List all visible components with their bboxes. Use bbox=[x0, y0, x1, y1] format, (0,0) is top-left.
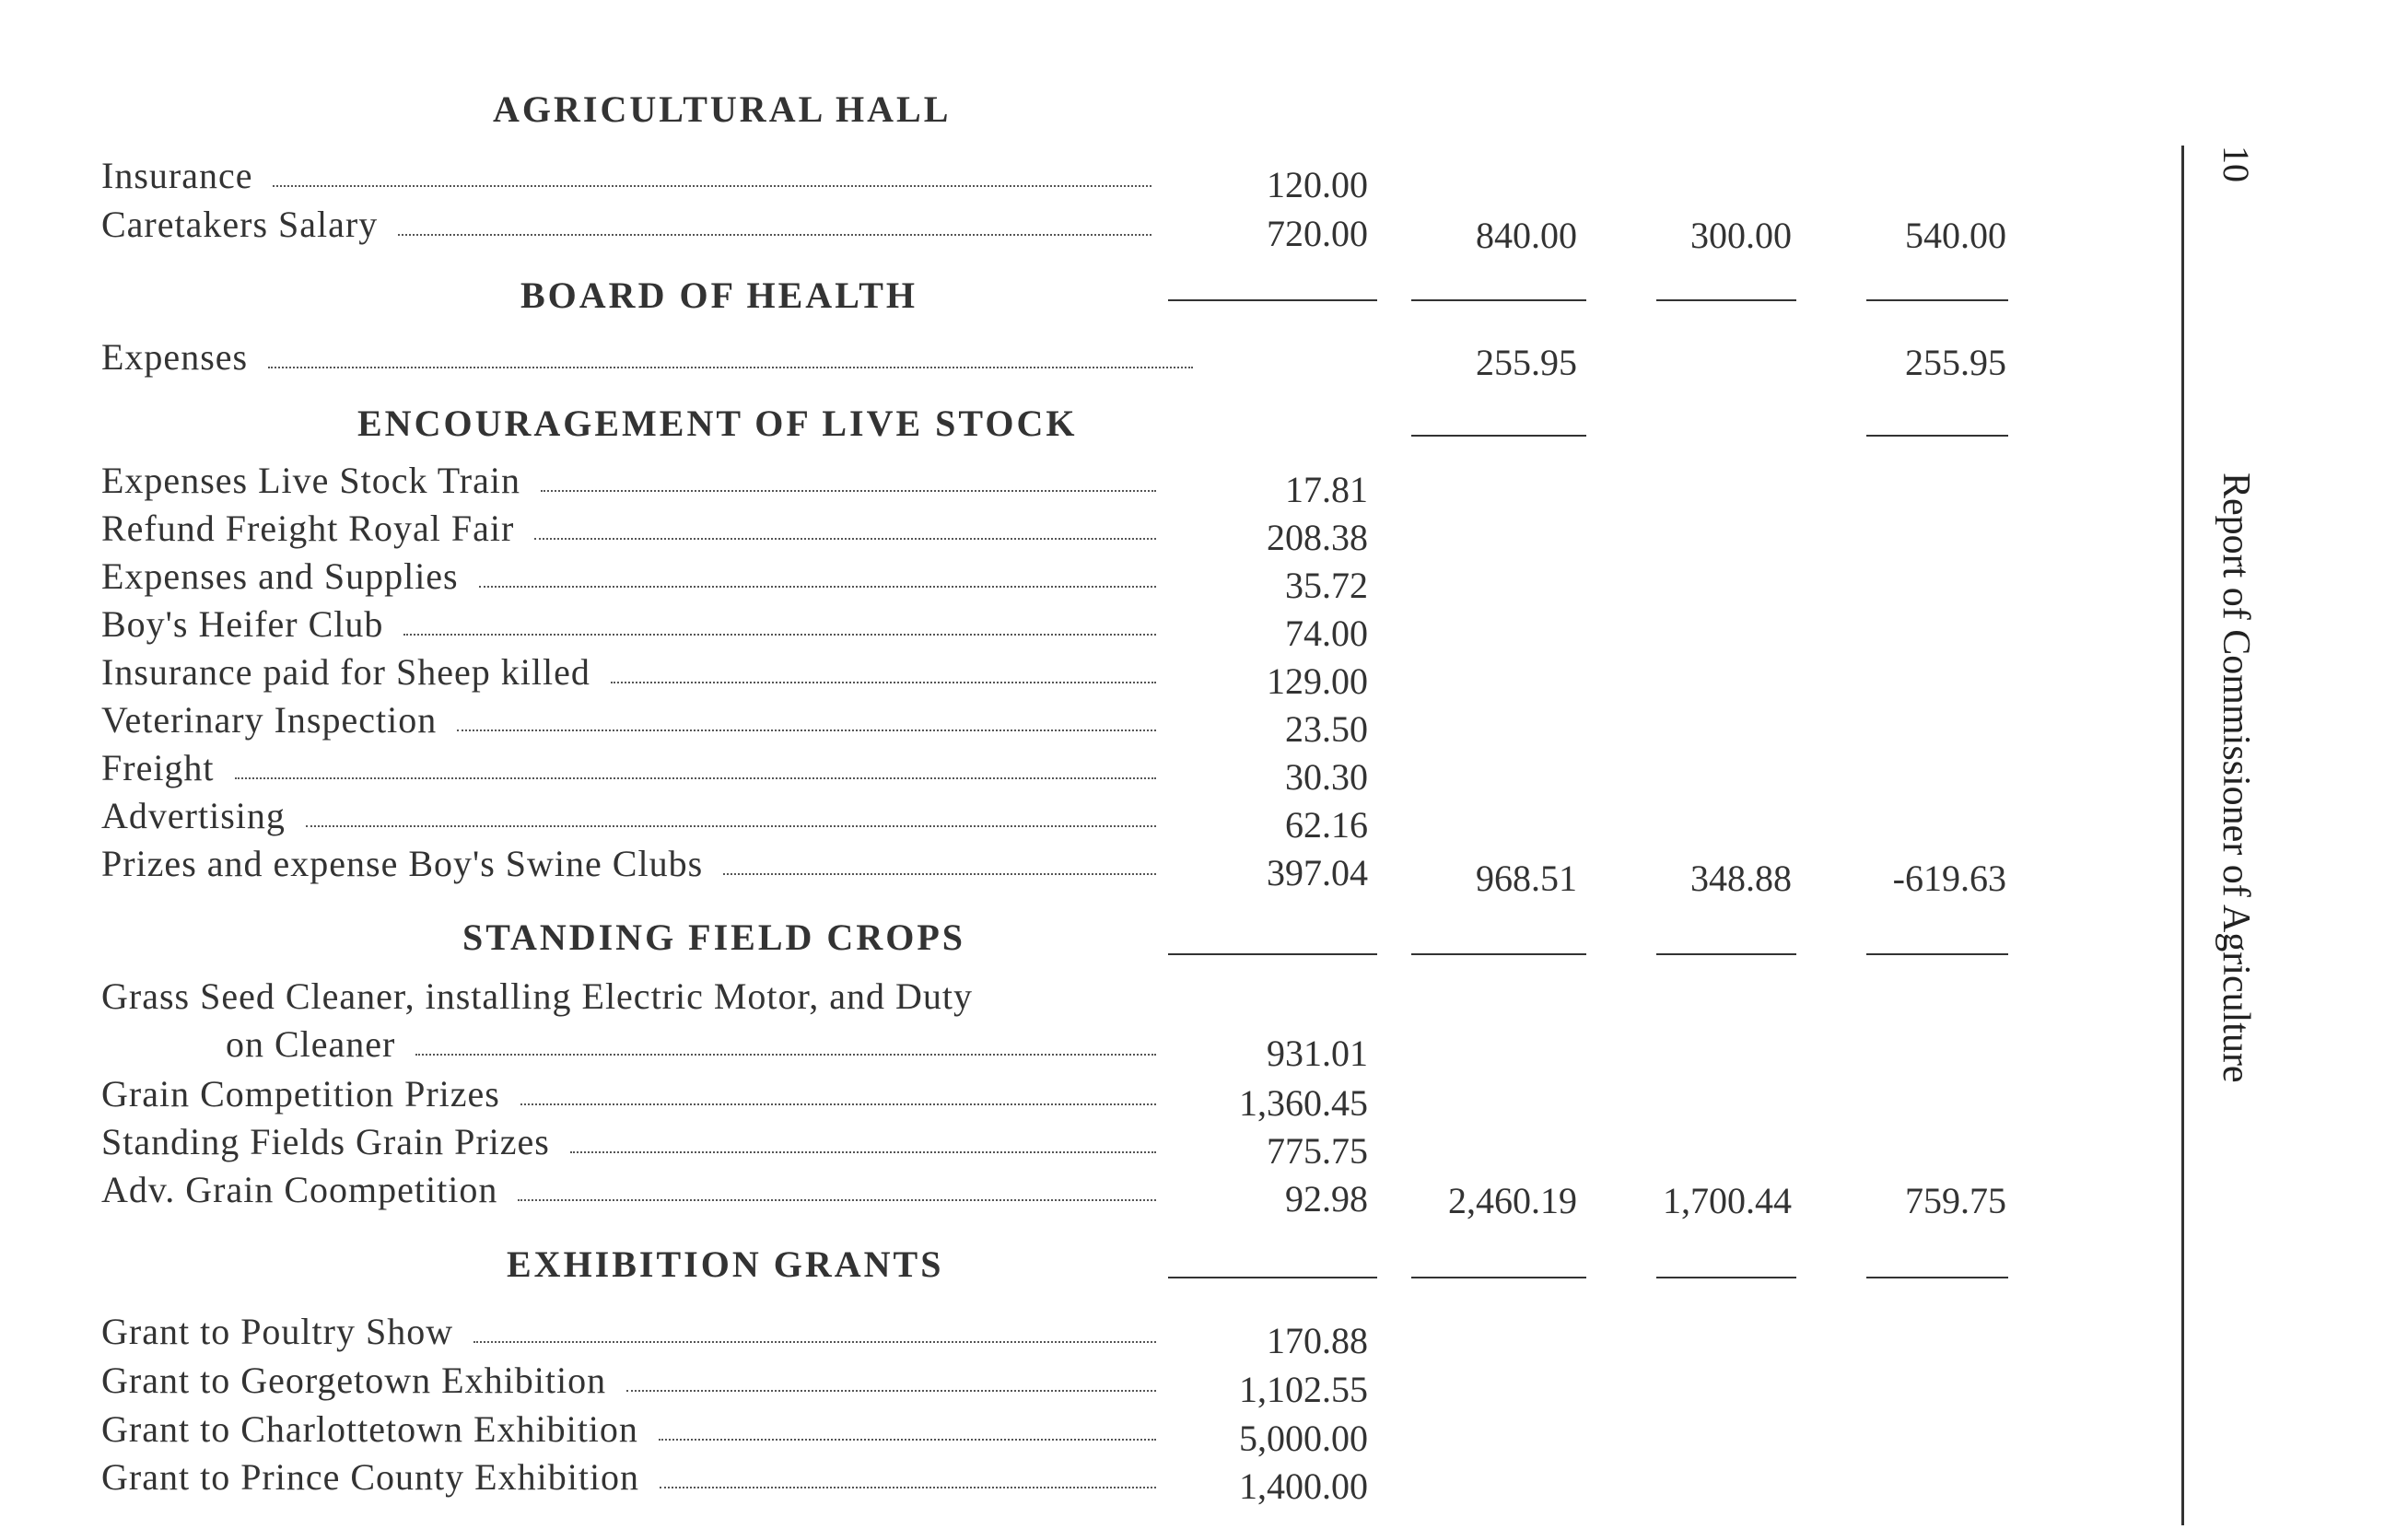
line-item-label: Grant to Poultry Show bbox=[101, 1311, 454, 1352]
line-item-amount: 120.00 bbox=[1267, 164, 1368, 205]
column-rule bbox=[1866, 953, 2008, 955]
line-item-amount: 92.98 bbox=[1285, 1178, 1368, 1220]
page-number: 10 bbox=[2215, 146, 2257, 182]
line-item-amount: 1,360.45 bbox=[1239, 1082, 1368, 1124]
section-total: 2,460.19 bbox=[1448, 1180, 1577, 1221]
column-rule bbox=[1168, 953, 1377, 955]
dot-leader bbox=[457, 729, 1156, 731]
line-item-amount: 1,102.55 bbox=[1239, 1369, 1368, 1410]
line-item-label: Grant to Prince County Exhibition bbox=[101, 1456, 640, 1498]
section-net: -619.63 bbox=[1892, 858, 2006, 899]
section-net: 759.75 bbox=[1905, 1180, 2006, 1221]
dot-leader bbox=[626, 1390, 1156, 1392]
dot-leader bbox=[570, 1151, 1156, 1153]
line-item-label: Freight bbox=[101, 747, 215, 788]
line-item-label: Boy's Heifer Club bbox=[101, 603, 384, 645]
line-item-label: Grass Seed Cleaner, installing Electric Motor, and Duty bbox=[101, 975, 974, 1017]
column-rule bbox=[1656, 1277, 1796, 1278]
running-header bbox=[2199, 146, 2263, 1361]
column-rule bbox=[1866, 435, 2008, 437]
line-item-amount: 23.50 bbox=[1285, 708, 1368, 750]
running-title: Report of Commissioner of Agriculture bbox=[2215, 473, 2257, 1083]
dot-leader bbox=[473, 1341, 1156, 1343]
line-item-label: on Cleaner bbox=[226, 1023, 396, 1065]
dot-leader bbox=[534, 538, 1156, 540]
line-item-amount: 30.30 bbox=[1285, 756, 1368, 798]
section-receipts: 348.88 bbox=[1690, 858, 1792, 899]
dot-leader bbox=[273, 185, 1151, 187]
column-rule bbox=[1168, 1277, 1377, 1278]
line-item-amount: 931.01 bbox=[1267, 1033, 1368, 1074]
line-item-amount: 397.04 bbox=[1267, 852, 1368, 893]
line-item-label: Expenses bbox=[101, 336, 249, 378]
line-item-label: Standing Fields Grain Prizes bbox=[101, 1121, 550, 1162]
column-rule bbox=[1411, 953, 1586, 955]
dot-leader bbox=[415, 1054, 1156, 1056]
column-rule bbox=[1411, 1277, 1586, 1278]
column-rule bbox=[1866, 1277, 2008, 1278]
section-total: 968.51 bbox=[1476, 858, 1577, 899]
line-item-label: Prizes and expense Boy's Swine Clubs bbox=[101, 843, 704, 884]
column-rule bbox=[1866, 299, 2008, 301]
dot-leader bbox=[479, 586, 1156, 588]
section-receipts: 300.00 bbox=[1690, 215, 1792, 256]
dot-leader bbox=[268, 367, 1193, 368]
dot-leader bbox=[723, 873, 1156, 875]
line-item-label: Adv. Grain Coompetition bbox=[101, 1169, 498, 1210]
line-item-label: Caretakers Salary bbox=[101, 204, 379, 245]
section-total: 840.00 bbox=[1476, 215, 1577, 256]
dot-leader bbox=[518, 1199, 1156, 1201]
dot-leader bbox=[541, 490, 1156, 492]
line-item-amount: 129.00 bbox=[1267, 660, 1368, 702]
line-item-label: Advertising bbox=[101, 795, 286, 836]
line-item-amount: 1,400.00 bbox=[1239, 1465, 1368, 1507]
dot-leader bbox=[403, 634, 1156, 636]
section-heading: AGRICULTURAL HALL bbox=[493, 88, 952, 130]
dot-leader bbox=[235, 777, 1156, 779]
section-heading: ENCOURAGEMENT OF LIVE STOCK bbox=[357, 403, 1078, 444]
line-item-amount: 720.00 bbox=[1267, 213, 1368, 254]
line-item-label: Insurance bbox=[101, 155, 253, 196]
dot-leader bbox=[611, 682, 1156, 683]
dot-leader bbox=[659, 1439, 1156, 1441]
column-rule bbox=[1656, 299, 1796, 301]
line-item-amount: 775.75 bbox=[1267, 1130, 1368, 1172]
section-heading: EXHIBITION GRANTS bbox=[507, 1243, 944, 1285]
dot-leader bbox=[306, 825, 1156, 827]
dot-leader bbox=[520, 1103, 1156, 1105]
line-item-label: Veterinary Inspection bbox=[101, 699, 438, 741]
line-item-amount: 170.88 bbox=[1267, 1320, 1368, 1361]
line-item-label: Expenses and Supplies bbox=[101, 555, 459, 597]
line-item-amount: 74.00 bbox=[1285, 613, 1368, 654]
section-heading: STANDING FIELD CROPS bbox=[462, 916, 965, 958]
line-item-label: Refund Freight Royal Fair bbox=[101, 508, 515, 549]
section-total: 255.95 bbox=[1476, 342, 1577, 383]
line-item-label: Grant to Charlottetown Exhibition bbox=[101, 1408, 638, 1450]
dot-leader bbox=[660, 1487, 1156, 1488]
section-receipts: 1,700.44 bbox=[1663, 1180, 1792, 1221]
column-rule bbox=[1411, 435, 1586, 437]
dot-leader bbox=[398, 234, 1151, 236]
section-net: 540.00 bbox=[1905, 215, 2006, 256]
line-item-label: Grain Competition Prizes bbox=[101, 1073, 500, 1115]
column-rule bbox=[1656, 953, 1796, 955]
line-item-amount: 5,000.00 bbox=[1239, 1418, 1368, 1459]
line-item-label: Grant to Georgetown Exhibition bbox=[101, 1360, 607, 1401]
column-rule bbox=[1168, 299, 1377, 301]
line-item-amount: 35.72 bbox=[1285, 565, 1368, 606]
section-net: 255.95 bbox=[1905, 342, 2006, 383]
line-item-amount: 17.81 bbox=[1285, 469, 1368, 510]
section-heading: BOARD OF HEALTH bbox=[520, 274, 918, 316]
margin-rule bbox=[2181, 146, 2184, 1525]
line-item-amount: 208.38 bbox=[1267, 517, 1368, 558]
column-rule bbox=[1411, 299, 1586, 301]
line-item-label: Insurance paid for Sheep killed bbox=[101, 651, 590, 693]
line-item-label: Expenses Live Stock Train bbox=[101, 460, 520, 501]
line-item-amount: 62.16 bbox=[1285, 804, 1368, 846]
